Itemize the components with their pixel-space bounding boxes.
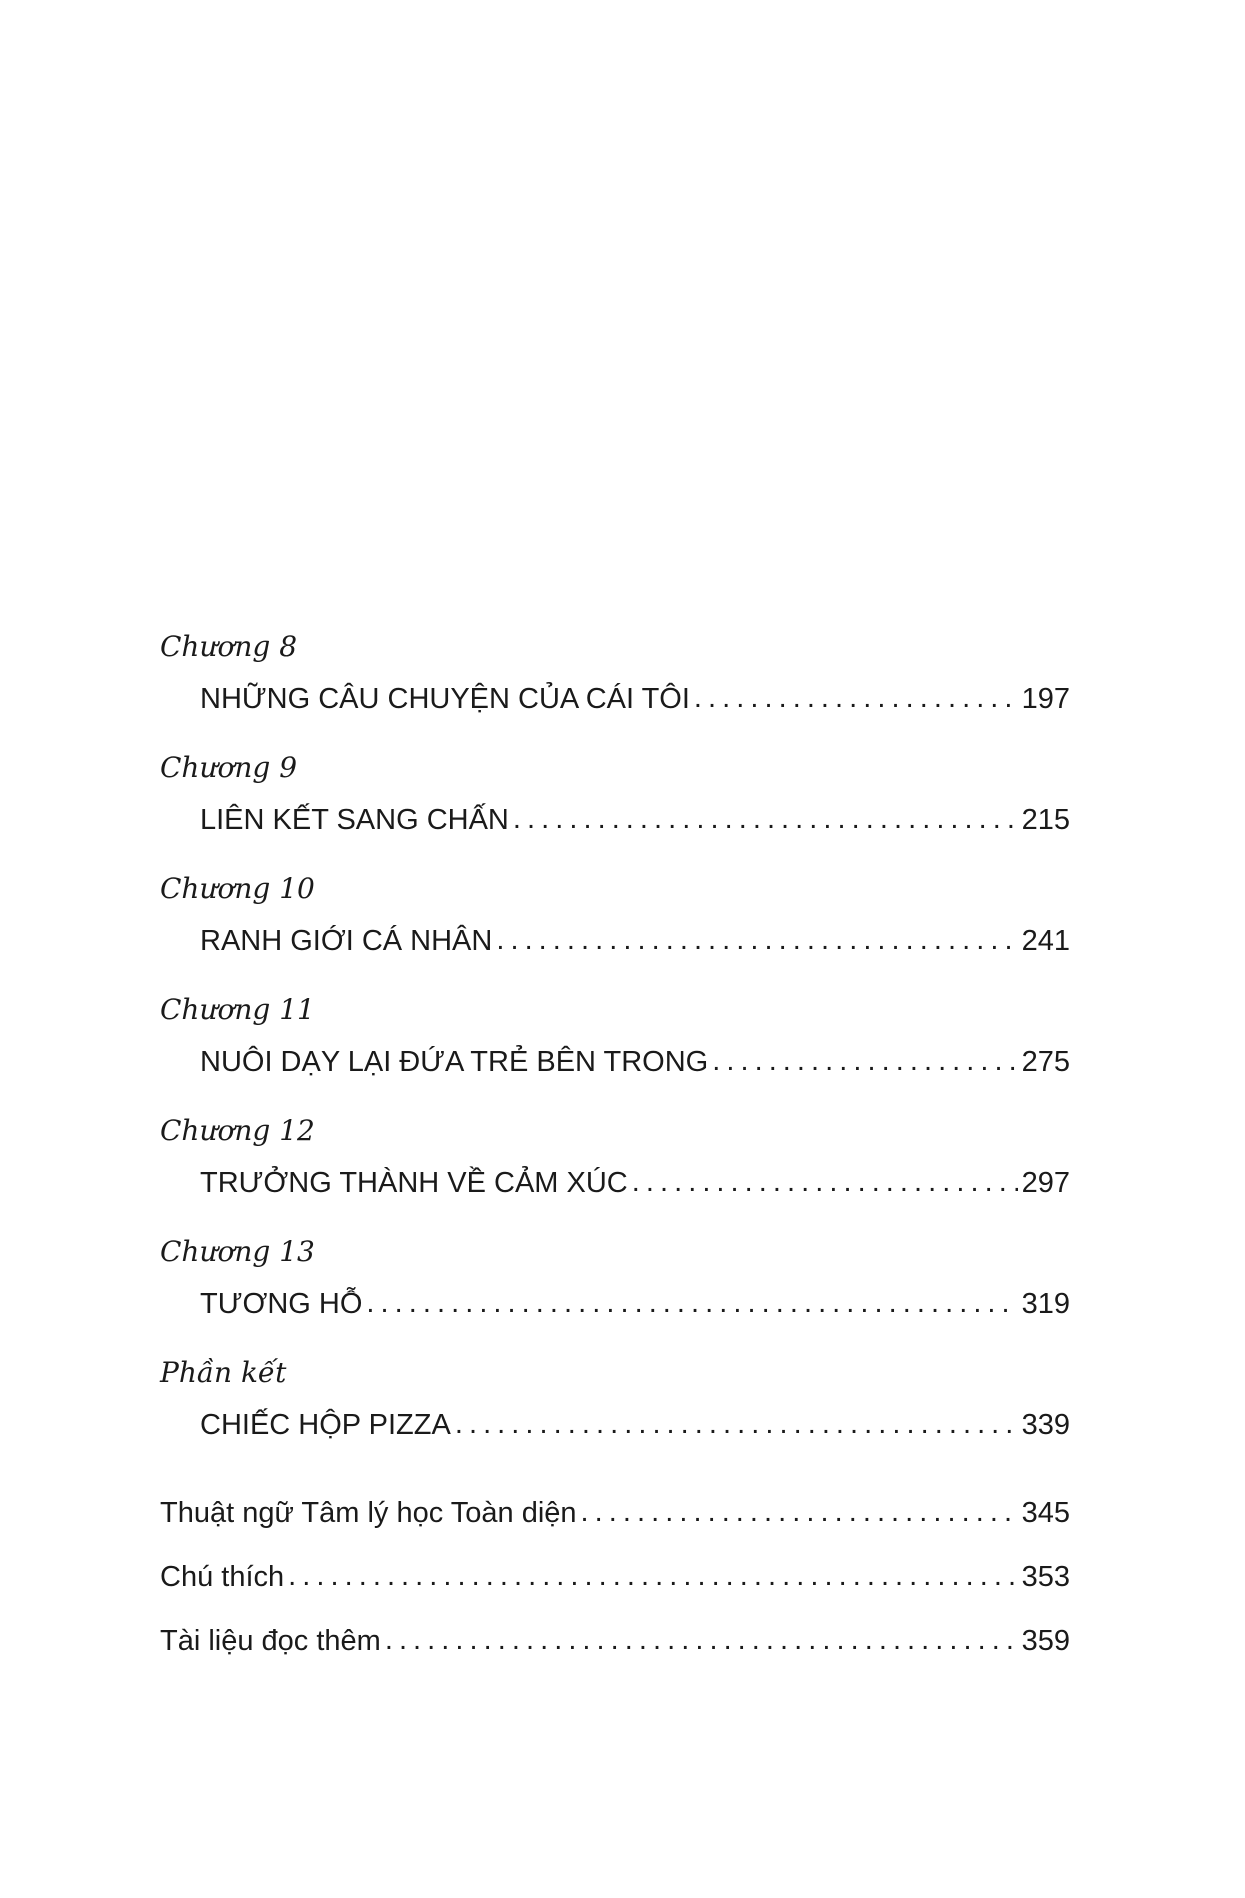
- toc-chapter-8: [160, 630, 1070, 717]
- toc-entry[interactable]: [160, 802, 1070, 838]
- chapter-label: Chương 12: [160, 1114, 315, 1147]
- page-number: 353: [1021, 1561, 1070, 1593]
- entry-title: NUÔI DẠY LẠI ĐỨA TRẺ BÊN TRONG: [200, 1046, 709, 1078]
- chapter-label: Phần kết: [160, 1356, 287, 1389]
- dot-leader: [632, 1164, 1018, 1200]
- dot-leader: [513, 801, 1018, 837]
- chapter-label: Chương 13: [160, 1235, 315, 1268]
- page-number: 275: [1021, 1046, 1070, 1078]
- page-number: 339: [1021, 1409, 1070, 1441]
- dot-leader: [366, 1285, 1017, 1321]
- dot-leader: [385, 1622, 1018, 1658]
- toc-appendix: [160, 1495, 1070, 1659]
- toc-entry[interactable]: [160, 923, 1070, 959]
- entry-title: Thuật ngữ Tâm lý học Toàn diện: [160, 1497, 577, 1529]
- toc-chapter-12: [160, 1114, 1070, 1201]
- dot-leader: [694, 680, 1018, 716]
- toc-chapter-9: [160, 751, 1070, 838]
- page-number: 359: [1021, 1625, 1070, 1657]
- entry-title: TRƯỞNG THÀNH VỀ CẢM XÚC: [200, 1167, 628, 1199]
- entry-title: NHỮNG CÂU CHUYỆN CỦA CÁI TÔI: [200, 683, 690, 715]
- entry-title: TƯƠNG HỖ: [200, 1288, 363, 1320]
- toc-entry[interactable]: [160, 1165, 1070, 1201]
- entry-title: Tài liệu đọc thêm: [160, 1625, 381, 1657]
- toc-entry[interactable]: [160, 1044, 1070, 1080]
- toc-entry[interactable]: [160, 681, 1070, 717]
- toc-chapter-13: [160, 1235, 1070, 1322]
- entry-title: Chú thích: [160, 1561, 285, 1593]
- page-number: 215: [1021, 804, 1070, 836]
- chapter-label: Chương 9: [160, 751, 298, 784]
- toc-chapter-11: [160, 993, 1070, 1080]
- dot-leader: [581, 1494, 1018, 1530]
- toc-entry-notes[interactable]: [160, 1559, 1070, 1595]
- chapter-label: Chương 10: [160, 872, 315, 905]
- toc-chapter-10: [160, 872, 1070, 959]
- dot-leader: [288, 1558, 1017, 1594]
- entry-title: LIÊN KẾT SANG CHẤN: [200, 804, 509, 836]
- page-number: 197: [1021, 683, 1070, 715]
- toc-entry-glossary[interactable]: [160, 1495, 1070, 1531]
- toc-entry[interactable]: [160, 1286, 1070, 1322]
- dot-leader: [455, 1406, 1018, 1442]
- entry-title: CHIẾC HỘP PIZZA: [200, 1409, 451, 1441]
- dot-leader: [496, 922, 1017, 958]
- toc-entry-further-reading[interactable]: [160, 1623, 1070, 1659]
- chapter-label: Chương 11: [160, 993, 315, 1026]
- toc-epilogue: [160, 1356, 1070, 1443]
- toc-entry[interactable]: [160, 1407, 1070, 1443]
- page-number: 319: [1021, 1288, 1070, 1320]
- page-number: 345: [1021, 1497, 1070, 1529]
- entry-title: RANH GIỚI CÁ NHÂN: [200, 925, 493, 957]
- table-of-contents: [160, 630, 1070, 1659]
- dot-leader: [712, 1043, 1017, 1079]
- chapter-label: Chương 8: [160, 630, 298, 663]
- page-number: 241: [1021, 925, 1070, 957]
- page-number: 297: [1021, 1167, 1070, 1199]
